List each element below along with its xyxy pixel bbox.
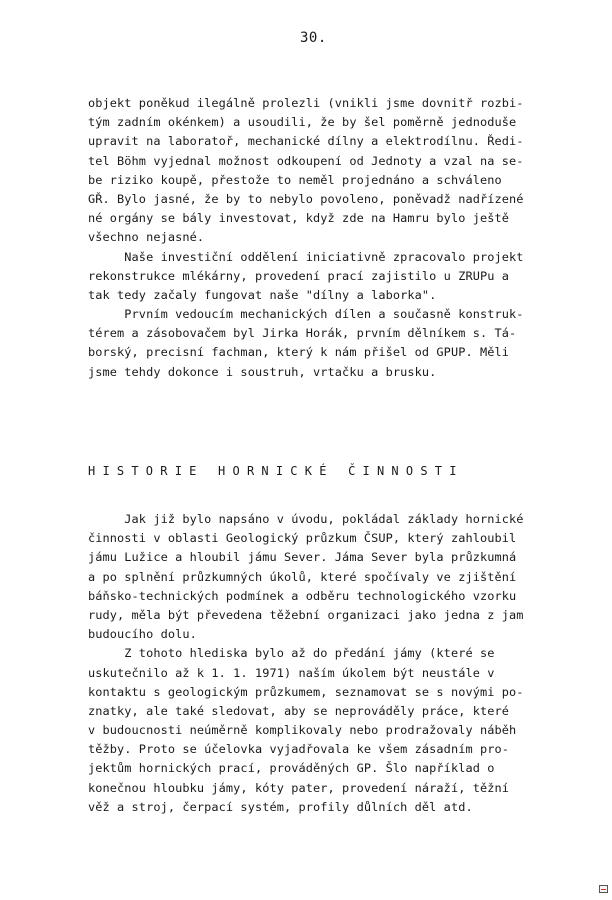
- text-line: Z tohoto hlediska bylo až do předání jámy (které se: [88, 646, 495, 661]
- page-corner-icon: [599, 885, 608, 893]
- text-line: těžby. Proto se účelovka vyjadřovala ke všem zásadním pro-: [88, 742, 510, 757]
- text-line: borský, precisní fachman, který k nám přišel od GPUP. Měli: [88, 345, 510, 360]
- text-line: a po splnění průzkumných úkolů, které spočívaly ve zjištění: [88, 569, 517, 584]
- text-line: be riziko koupě, přestože to neměl projednáno a schváleno: [88, 172, 502, 187]
- text-line: rudy, měla být převedena těžební organizaci jako jedna z jam: [88, 607, 524, 622]
- page-number: 30.: [300, 30, 327, 46]
- text-line: upravit na laboratoř, mechanické dílny a elektrodílnu. Ředi-: [88, 134, 524, 149]
- text-line: Prvním vedoucím mechanických dílen a současně konstruk-: [88, 307, 524, 322]
- text-line: tým zadním okénkem) a usoudili, že by šel poměrně jednoduše: [88, 115, 517, 130]
- text-line: Jak již bylo napsáno v úvodu, pokládal základy hornické: [88, 512, 524, 526]
- text-line: tak tedy začaly fungovat naše "dílny a laborka".: [88, 287, 437, 302]
- text-line: rekonstrukce mlékárny, provedení prací zajistilo u ZRUPu a: [88, 268, 510, 283]
- text-line: uskutečnilo až k 1. 1. 1971) naším úkolem být neustále v: [88, 665, 495, 680]
- text-line: kontaktu s geologickým průzkumem, seznamovat se s novými po-: [88, 684, 524, 699]
- section-one-text: [88, 94, 588, 382]
- text-line: objekt poněkud ilegálně prolezli (vnikli jsme dovnitř rozbi-: [88, 96, 524, 110]
- text-line: činnosti v oblasti Geologický průzkum ČSUP, který zahloubil: [88, 531, 517, 546]
- text-line: budoucího dolu.: [88, 627, 197, 642]
- text-line: znatky, ale také sledovat, aby se neprováděly práce, které: [88, 703, 510, 718]
- text-line: všechno nejasné.: [88, 230, 205, 245]
- text-line: GŘ. Bylo jasné, že by to nebylo povoleno, poněvadž nadřízené: [88, 191, 524, 206]
- text-line: Naše investiční oddělení iniciativně zpracovalo projekt: [88, 249, 524, 264]
- text-line: konečnou hloubku jámy, kóty pater, provedení náraží, těžní: [88, 780, 510, 795]
- text-line: věž a stroj, čerpací systém, profily důlních děl atd.: [88, 799, 473, 814]
- text-line: jektům hornických prací, prováděných GP. Šlo například o: [88, 761, 495, 776]
- text-line: jsme tehdy dokonce i soustruh, vrtačku a brusku.: [88, 364, 437, 379]
- section-heading: H I S T O R I E H O R N I C K É Č I N N O S T I: [88, 464, 457, 478]
- text-line: né orgány se bály investovat, když zde na Hamru bylo ještě: [88, 211, 510, 226]
- text-line: tel Böhm vyjednal možnost odkoupení od Jednoty a vzal na se-: [88, 153, 524, 168]
- text-line: jámu Lužice a hloubil jámu Sever. Jáma Sever byla průzkumná: [88, 550, 517, 565]
- text-line: báňsko-technických podmínek a odběru technologického vzorku: [88, 588, 517, 603]
- text-line: térem a zásobovačem byl Jirka Horák, prvním dělníkem s. Tá-: [88, 326, 517, 341]
- text-line: v budoucnosti neúměrně komplikovaly nebo prodražovaly náběh: [88, 723, 517, 738]
- section-two-text: [88, 510, 588, 817]
